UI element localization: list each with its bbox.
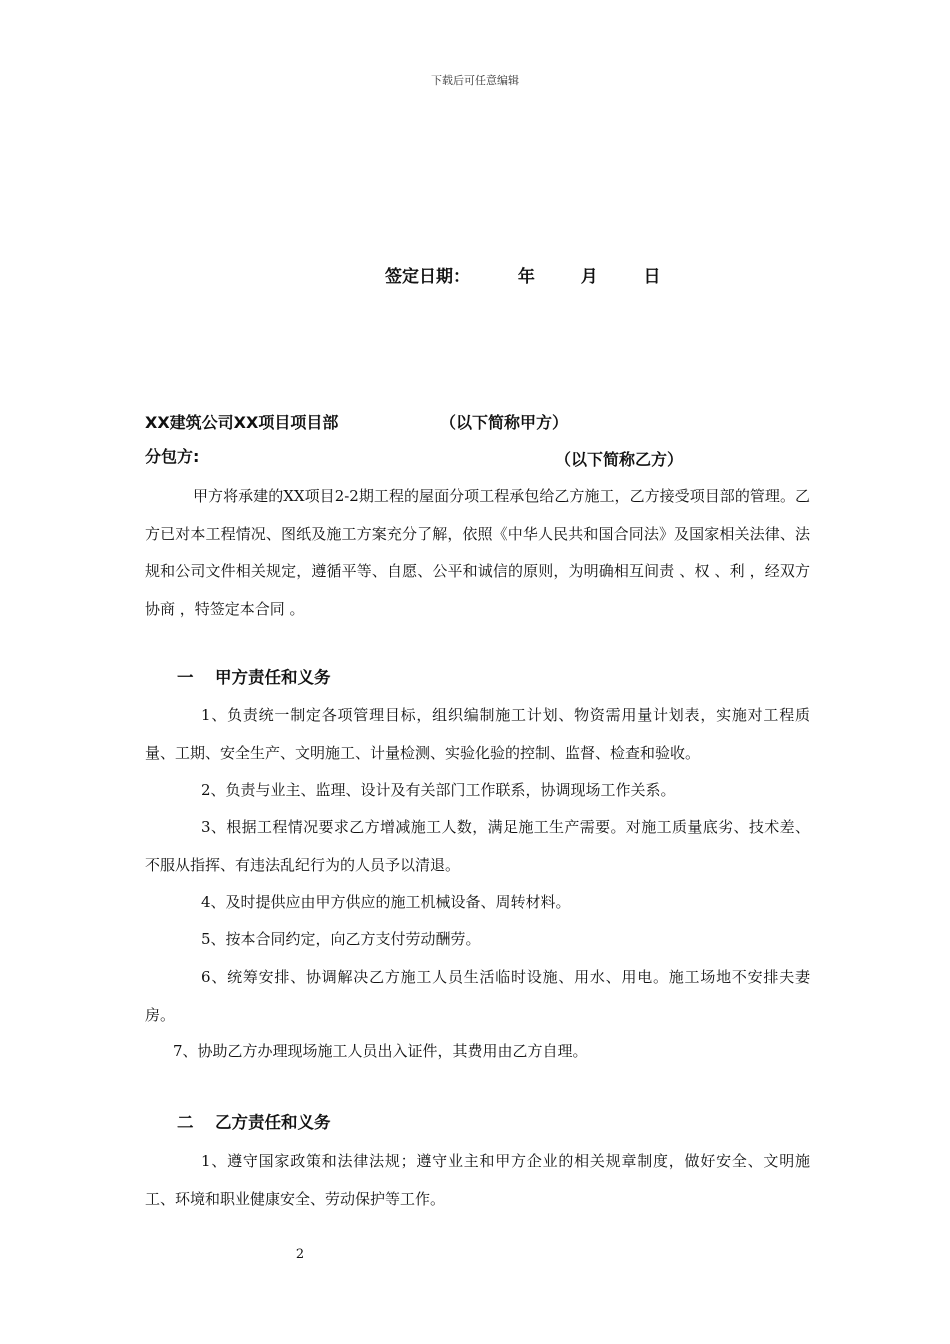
section-1-item-2: 2、负责与业主、监理、设计及有关部门工作联系，协调现场工作关系。 (201, 781, 676, 799)
section-1-title: 甲方责任和义务 (215, 668, 331, 687)
section-1-item-4: 4、及时提供应由甲方供应的施工机械设备、周转材料。 (201, 893, 571, 911)
section-1-item-1: 1、负责统一制定各项管理目标，组织编制施工计划、物资需用量计划表，实施对工程质量、工期、安全生产、文明施工、计量检测、实验化验的控制、监督、检查和验收。 (145, 706, 810, 762)
section-1-item-6: 6、统筹安排、协调解决乙方施工人员生活临时设施、用水、用电。施工场地不安排夫妻房。 (145, 968, 810, 1024)
sign-date-month: 月 (580, 267, 598, 287)
sign-date-day: 日 (643, 267, 661, 287)
section-2-number: 二 (177, 1113, 194, 1132)
section-2-heading (177, 1109, 331, 1133)
section-1-item-7: 7、协助乙方办理现场施工人员出入证件，其费用由乙方自理。 (173, 1042, 588, 1060)
party-a-name: XX建筑公司XX项目项目部 (145, 413, 339, 432)
header-note: 下载后可任意编辑 (431, 74, 519, 87)
party-b-note: （以下简称乙方） (555, 450, 684, 469)
section-1-heading (177, 664, 331, 688)
sign-date-label: 签定日期： (385, 267, 470, 287)
intro-paragraph: 甲方将承建的XX项目2-2期工程的屋面分项工程承包给乙方施工，乙方接受项目部的管理。乙方已对本工程情况、图纸及施工方案充分了解，依照《中华人民共和国合同法》及国家相关法律、法规和公司文件相关规定，遵循平等、自愿、公平和诚信的原则，为明确相互间责 、权 、利 ，经双方协商 ，特签定本合同 。 (145, 487, 810, 618)
section-2-item-1: 1、遵守国家政策和法律法规；遵守业主和甲方企业的相关规章制度，做好安全、文明施工、环境和职业健康安全、劳动保护等工作。 (145, 1152, 810, 1208)
page-number: 2 (295, 1247, 305, 1262)
party-b-name: 分包方: (145, 447, 200, 466)
section-1-item-5: 5、按本合同约定，向乙方支付劳动酬劳。 (201, 930, 481, 948)
sign-date (385, 262, 661, 287)
section-1-item-3: 3、根据工程情况要求乙方增减施工人数，满足施工生产需要。对施工质量底劣、技术差、不服从指挥、有违法乱纪行为的人员予以清退。 (145, 818, 810, 874)
party-a-note: （以下简称甲方） (440, 413, 569, 432)
section-1-number: 一 (177, 668, 194, 687)
sign-date-year: 年 (517, 267, 535, 287)
section-2-title: 乙方责任和义务 (215, 1113, 331, 1132)
